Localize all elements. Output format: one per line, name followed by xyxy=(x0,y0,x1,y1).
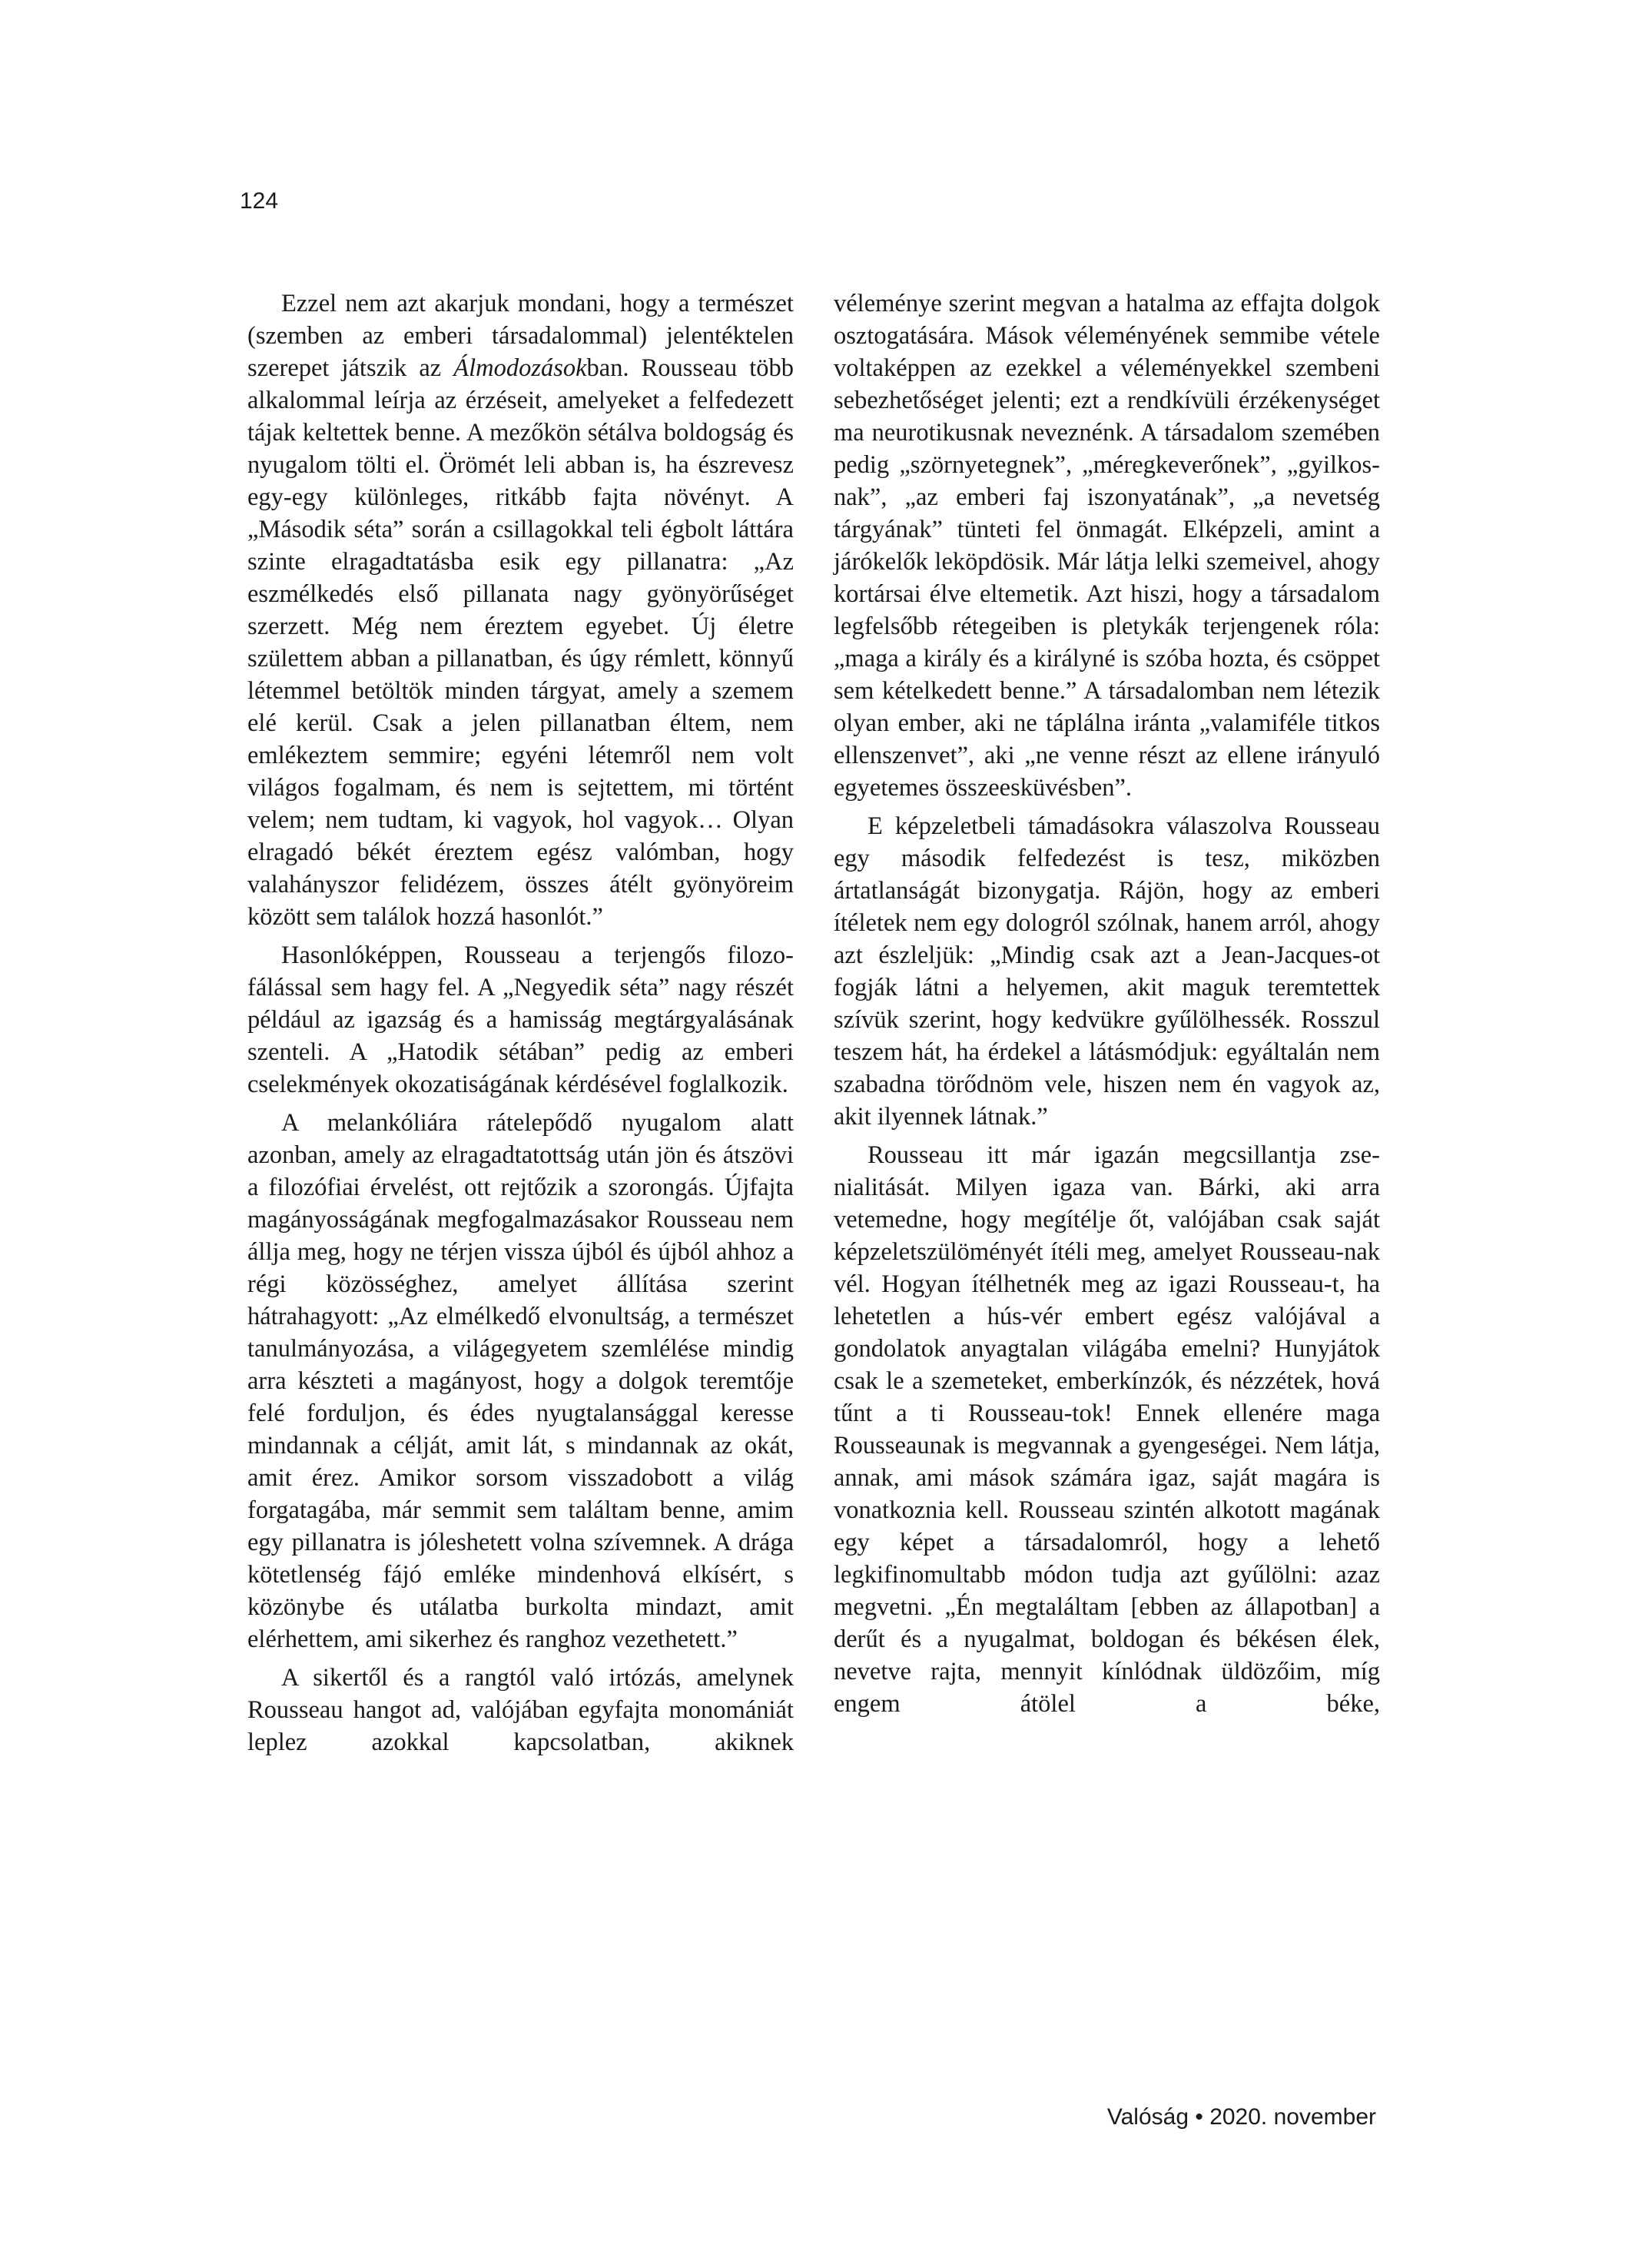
book-title: Álmodozások xyxy=(453,354,587,382)
paragraph-text: Rousseau itt már igazán megcsillantja zsenialitását. Milyen igaza van. Bárki, aki arra vetemedne, hogy megítélje őt, valójában csak saját képzeletszülöményét ítéli meg, amelyet Rousseau-nak vél. Hogyan ítélhetnék meg az igazi Rousseau-t, ha lehetetlen a hús-vér embert egész valójával a gondolatok anyagtalan világába emelni? Hunyjátok csak le a szemeteket, emberkínzók, és nézzétek, hová tűnt a ti Rousseau-tok! Ennek ellenére maga Rousseaunak is megvannak a gyengeségei. Nem látja, annak, ami mások számára igaz, saját magára is vonatkoznia kell. Rousseau szintén alkotott magának egy képet a társadalomról, hogy a lehető legkifinomultabb módon tudja azt gyűlölni: azaz megvetni. „Én megtaláltam [ebben az állapotban] a derűt és a nyugalmat, boldogan és békésen élek, nevetve rajta, mennyit kínlódnak üldözőim, míg engem átölel a béke, xyxy=(834,1141,1380,1718)
page-number: 124 xyxy=(240,188,279,214)
paragraph-text: véleménye szerint megvan a hatalma az effajta dolgok osztogatására. Mások véleményének semmibe vétele voltaképpen az ezekkel a véleményekkel szembeni sebezhetőséget jelenti; ezt a rendkívüli érzékenységet ma neurotikusnak neveznénk. A társadalom szemében pedig „szörnyetegnek”, „méregkeverőnek”, „gyilkosnak”, „az emberi faj iszonyatának”, „a nevetség tárgyának” tünteti fel önmagát. Elképzeli, amint a járókelők leköpdösik. Már látja lelki szemeivel, ahogy kortársai élve eltemetik. Azt hiszi, hogy a társadalom legfelsőbb rétegeiben is pletykák terjengenek róla: „maga a király és a királyné is szóba hozta, és csöppet sem kételkedett benne.” A társadalomban nem létezik olyan ember, aki ne táplálna iránta „valamiféle titkos ellenszenvet”, aki „ne venne részt az ellene irányuló egyetemes összeesküvésben”. xyxy=(834,290,1380,802)
paragraph xyxy=(247,1107,794,1655)
right-column xyxy=(834,287,1380,1726)
paragraph xyxy=(834,1139,1380,1720)
paragraph-text: A sikertől és a rangtól való irtózás, amelynek Rousseau hangot ad, valójában egyfajta monomániát leplez azokkal kapcsolatban, akiknek xyxy=(247,1664,794,1756)
footer-publication: Valóság • 2020. november xyxy=(1106,2104,1376,2130)
paragraph-text: Ezzel nem azt akarjuk mondani, hogy a természet (szemben az emberi társadalommal) jelentéktelen szerepet játszik az xyxy=(247,290,794,382)
left-column xyxy=(247,287,794,1765)
paragraph-text: Hasonlóképpen, Rousseau a terjengős filozofálással sem hagy fel. A „Negyedik séta” nagy részét például az igazság és a hamisság megtárgyalásának szenteli. A „Hatodik sétában” pedig az emberi cselekmények okozatiságának kérdésével foglalkozik. xyxy=(247,941,794,1098)
paragraph xyxy=(834,287,1380,804)
paragraph-text: ban. Rousseau több alkalommal leírja az érzéseit, amelyeket a felfedezett tájak keltettek benne. A mezőkön sétálva boldogság és nyugalom tölti el. Örömét leli abban is, ha észrevesz egy-egy különleges, ritkább fajta növényt. A „Második séta” során a csillagokkal teli égbolt láttára szinte elragadtatásba esik egy pillanatra: „Az eszmélkedés első pillanata nagy gyönyörűséget szerzett. Még nem éreztem egyebet. Új életre születtem abban a pillanatban, és úgy rémlett, könnyű létemmel betöltök minden tárgyat, amely a szemem elé kerül. Csak a jelen pillanatban éltem, nem emlékeztem semmire; egyéni létemről nem volt világos fogalmam, és nem is sejtettem, mi történt velem; nem tudtam, ki vagyok, hol vagyok… Olyan elragadó békét éreztem egész valómban, hogy valahányszor felidézem, összes átélt gyönyöreim között sem találok hozzá hasonlót.” xyxy=(247,354,794,931)
paragraph xyxy=(247,1662,794,1758)
paragraph xyxy=(247,287,794,933)
paragraph-text: E képzeletbeli támadásokra válaszolva Rousseau egy második felfedezést is tesz, miközben ártatlanságát bizonygatja. Rájön, hogy az emberi ítéletek nem egy dologról szólnak, hanem arról, ahogy azt észleljük: „Mindig csak azt a Jean-Jacques-ot fogják látni a helyemen, akit maguk teremtettek szívük szerint, hogy kedvükre gyűlölhessék. Rosszul teszem hát, ha érdekel a látásmódjuk: egyáltalán nem szabadna törődnöm vele, hiszen nem én vagyok az, akit ilyennek látnak.” xyxy=(834,812,1380,1131)
paragraph xyxy=(247,939,794,1101)
paragraph xyxy=(834,810,1380,1133)
paragraph-text: A melankóliára rátelepődő nyugalom alatt azonban, amely az elragadtatottság után jön és átszövi a filozófiai érvelést, ott rejtőzik a szorongás. Újfajta magányosságának megfogalmazásakor Rousseau nem állja meg, hogy ne térjen vissza újból és újból ahhoz a régi közösséghez, amelyet állítása szerint hátrahagyott: „Az elmélkedő elvonultság, a természet tanulmányozása, a világegyetem szemlélése mindig arra készteti a magányost, hogy a dolgok teremtője felé forduljon, és édes nyugtalansággal keresse mindannak a célját, amit lát, s mindannak az okát, amit érez. Amikor sorsom visszadobott a világ forgatagába, már semmit sem találtam benne, amim egy pillanatra is jóleshetett volna szívemnek. A drága kötetlenség fájó emléke mindenhová elkísért, s közönybe és utálatba burkolta mindazt, amit elérhettem, ami sikerhez és ranghoz vezethetett.” xyxy=(247,1109,794,1653)
